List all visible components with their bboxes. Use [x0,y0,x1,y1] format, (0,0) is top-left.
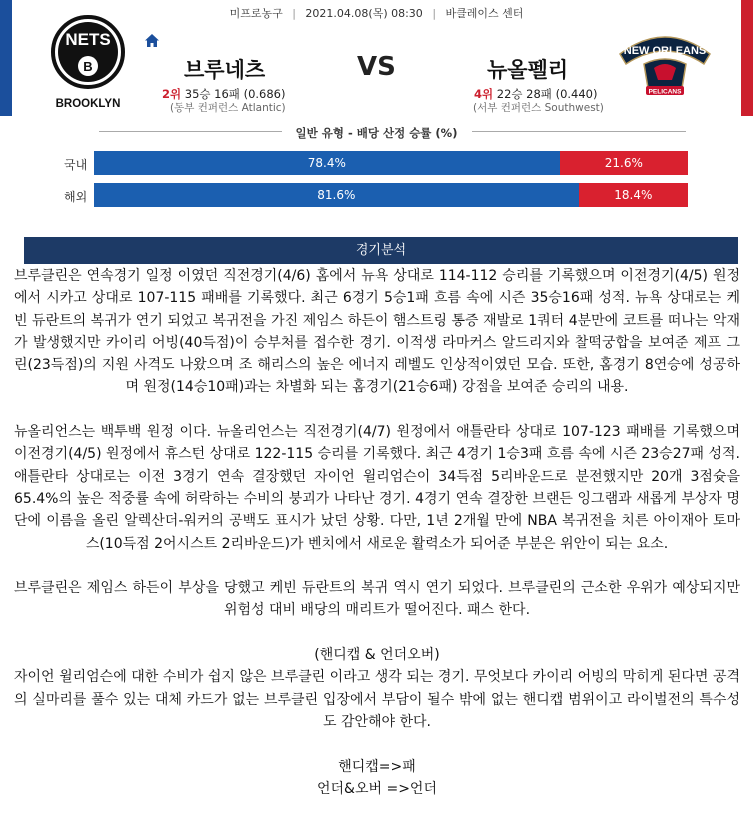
pick-handicap: 핸디캡=>패 [338,758,416,775]
rate-row-domestic [0,151,753,175]
league-label: 미프로농구 [229,7,283,20]
away-conference: (서부 컨퍼런스 Southwest) [473,102,604,114]
home-record-text: 35승 16패 (0.686) [184,87,286,101]
analysis-paragraph-summary: 브루클린은 제임스 하든이 부상을 당했고 케빈 듀란트의 복귀 역시 연기 되었다. 브루클린의 근소한 우위가 예상되지만 위험성 대비 배당의 매리트가 떨어진다. 패스 한다. [14,580,740,619]
rate-bar-away: 21.6% [560,151,688,175]
rate-bar-home: 78.4% [94,151,560,175]
svg-text:PELICANS: PELICANS [648,88,682,96]
home-icon[interactable] [144,33,160,48]
brooklyn-nets-logo [48,12,128,112]
home-team-name: 브루네츠 [184,58,266,82]
analysis-paragraph-home: 브루클린은 연속경기 일정 이였던 직전경기(4/6) 홈에서 뉴욕 상대로 114-112 승리를 기록했으며 이전경기(4/5) 원정에서 시카고 상대로 107-115 패배를 기록했다. 최근 6경기 5승1패 흐름 속에 시즌 35승16패 성적. 뉴욕 상대로는 케빈 듀란트의 복귀가 연기 되었고 복귀전을 가진 제임스 하든이 햄스트링 통증 재발로 1쿼터 4분만에 코트를 떠나는 악재가 발생했지만 카이리 어빙(40득점)이 승부처를 접수한 경기. 이적생 라마커스 알드리지와 찰떡궁합을 보여준 제프 그린(23득점)의 지원 사격도 나왔으며 조 해리스의 높은 에너지 레벨도 인상적이였던 모습. 또한, 홈경기 8연승에 성공하며 원정(14승10패)과는 차별화 되는 홈경기(21승6패) 강점을 보여준 승리의 내용. [14,268,740,396]
venue-label: 바클레이스 센터 [445,7,524,20]
rate-title: 일반 유형 - 배당 산정 승률 (%) [295,126,458,140]
away-record-text: 22승 28패 (0.440) [496,87,598,101]
analysis-header: 경기분석 [24,237,738,264]
away-rank: 4위 [474,87,494,101]
rate-row-overseas [0,183,753,207]
rate-bar-home: 81.6% [94,183,579,207]
rate-label: 해외 [64,190,88,204]
svg-text:NEW ORLEANS: NEW ORLEANS [623,45,707,57]
home-rank: 2위 [162,87,182,101]
handicap-header: (핸디캡 & 언더오버) [314,647,440,664]
analysis-body [14,265,740,800]
pick-over-under: 언더&오버 =>언더 [317,780,437,797]
svg-text:NETS: NETS [65,30,111,49]
away-team-name: 뉴올펠리 [487,58,569,82]
analysis-paragraph-away: 뉴올리언스는 백투백 원정 이다. 뉴올리언스는 직전경기(4/7) 원정에서 애틀란타 상대로 107-123 패배를 기록했으며 이전경기(4/5) 원정에서 휴스턴 상대로 122-115 승리를 기록했다. 최근 4경기 1승3패 흐름 속에 시즌 23승27패 성적. 애틀란타 상대로는 이전 3경기 연속 결장했던 자이언 윌리엄슨이 34득점 5리바운드로 분전했지만 20개 3점슛을 65.4%의 높은 적중률 속에 허락하는 수비의 붕괴가 나타난 경기. 4경기 연속 결장한 브랜든 잉그램과 새롭게 부상자 명단에 이름을 올린 알렉산더-워커의 공백도 표시가 났던 상황. 다만, 1년 2개월 만에 NBA 복귀전을 치른 아이재아 토마스(10득점 2어시스트 2리바운드)가 벤치에서 새로운 활력소가 되어준 부분은 위안이 되는 요소. [14,424,740,552]
home-conference: (동부 컨퍼런스 Atlantic) [170,102,286,114]
rate-bar [94,183,688,207]
divider-right [472,131,686,132]
match-datetime: 2021.04.08(목) 08:30 [305,7,423,20]
vs-label: VS [357,52,396,82]
svg-text:BROOKLYN: BROOKLYN [55,98,121,110]
new-orleans-pelicans-logo [614,24,716,98]
rate-label: 국내 [64,158,88,172]
svg-text:B: B [83,59,93,74]
match-meta: 미프로농구 | 2021.04.08(목) 08:30 | 바클레이스 센터 [229,7,524,20]
handicap-text: 자이언 윌리엄슨에 대한 수비가 쉽지 않은 브루클린 이라고 생각 되는 경기. 무엇보다 카이리 어빙의 막히게 된다면 공격의 실마리를 풀수 있는 대체 카드가 없는 브루클린 입장에서 부담이 될수 밖에 없는 핸디캡 범위이고 라이벌전의 특수성도 감안해야 한다. [14,669,740,730]
rate-bar [94,151,688,175]
rate-bar-away: 18.4% [579,183,688,207]
